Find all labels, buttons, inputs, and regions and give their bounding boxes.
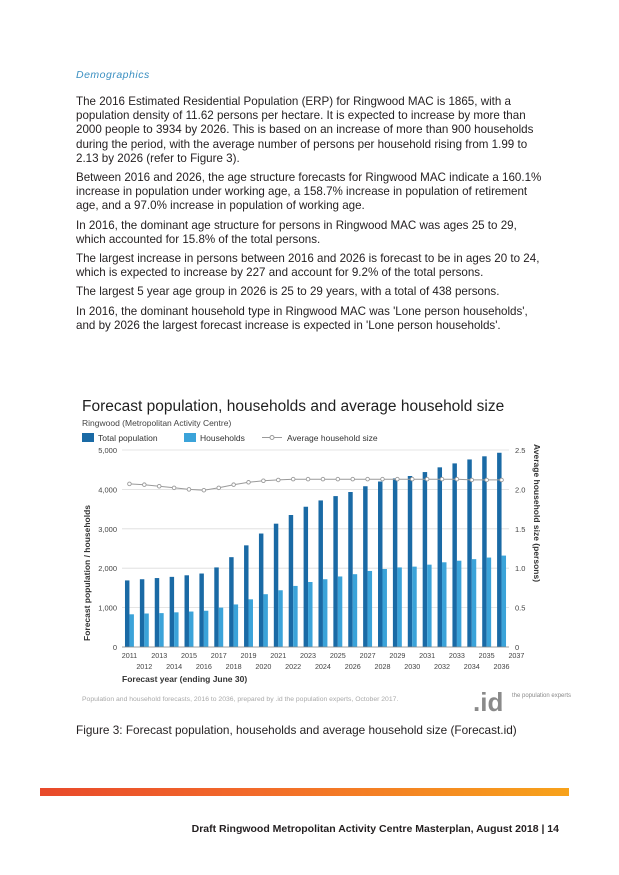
x-tick-label: 2013 [151, 651, 168, 660]
figure-caption: Figure 3: Forecast population, households and average household size (Forecast.id) [76, 723, 517, 737]
y-tick-label: 5,000 [98, 446, 117, 455]
forecast-figure [76, 388, 572, 718]
x-tick-label: 2021 [270, 651, 287, 660]
bar-total-population [289, 515, 293, 647]
y-tick-label: 4,000 [98, 485, 117, 495]
x-tick-label: 2025 [329, 651, 346, 660]
bar-total-population [229, 557, 233, 647]
id-logo-mark: .id [473, 687, 504, 717]
y2-tick-label: 1.0 [515, 564, 526, 574]
bar-households [487, 558, 491, 647]
avg-household-size-point [440, 477, 444, 481]
avg-household-size-point [455, 477, 459, 481]
x-tick-label: 2018 [225, 662, 242, 671]
x-tick-label: 2017 [210, 651, 227, 660]
body-text [76, 95, 548, 338]
avg-household-size-point [202, 488, 206, 492]
x-axis-title: Forecast year (ending June 30) [122, 674, 248, 684]
avg-household-size-point [470, 478, 474, 482]
avg-household-size-point [321, 477, 325, 481]
x-tick-label: 2024 [314, 662, 331, 671]
bar-households [442, 562, 446, 647]
avg-household-size-point [306, 477, 310, 481]
bar-households [323, 579, 327, 647]
avg-household-size-point [381, 477, 385, 481]
x-tick-label: 2011 [121, 651, 138, 660]
chart-title: Forecast population, households and average household size [82, 398, 505, 415]
y2-axis-title: Average household size (persons) [532, 443, 542, 583]
bar-total-population [125, 580, 129, 647]
bar-households [159, 613, 163, 647]
x-tick-label: 2029 [389, 651, 406, 660]
bar-total-population [304, 507, 308, 647]
bar-households [249, 599, 253, 647]
bar-total-population [452, 463, 456, 647]
paragraph: In 2016, the dominant household type in Ringwood MAC was 'Lone person households', and by 2026 the largest forecast increase is expected in 'Lone person households'. [76, 304, 528, 332]
bar-total-population [214, 567, 218, 647]
bar-households [412, 567, 416, 647]
x-tick-label: 2023 [300, 651, 317, 660]
bar-total-population [259, 534, 263, 647]
bar-households [502, 556, 506, 647]
bar-households [382, 569, 386, 647]
avg-household-size-point [500, 478, 504, 482]
y2-tick-label: 0 [515, 643, 520, 652]
bar-total-population [393, 478, 397, 647]
bar-total-population [467, 459, 471, 647]
page-footer: Draft Ringwood Metropolitan Activity Centre Masterplan, August 2018 | 14 [191, 823, 559, 835]
avg-household-size-point [351, 477, 355, 481]
paragraph: In 2016, the dominant age structure for persons in Ringwood MAC was ages 25 to 29, which accounted for 15.8% of the total persons. [76, 218, 517, 246]
avg-household-size-point [291, 477, 295, 481]
legend-avg-marker [270, 436, 274, 440]
x-tick-label: 2036 [493, 662, 510, 671]
paragraph: The largest increase in persons between 2016 and 2026 is forecast to be in ages 20 to 24, which is expected to increase by 227 and account for 9.2% of the total persons. [76, 252, 540, 280]
y2-tick-label: 0.5 [515, 603, 526, 613]
bar-total-population [155, 578, 159, 647]
bar-total-population [482, 456, 486, 647]
bar-households [189, 612, 193, 647]
bar-total-population [318, 500, 322, 647]
legend-households-swatch [184, 433, 196, 442]
avg-household-size-point [262, 479, 266, 483]
avg-household-size-point [143, 483, 147, 487]
x-tick-label: 2012 [136, 662, 153, 671]
x-tick-label: 2022 [285, 662, 302, 671]
bar-households [204, 611, 208, 647]
avg-household-size-point [366, 477, 370, 481]
avg-household-size-point [485, 478, 489, 482]
bar-households [129, 614, 133, 647]
bar-households [308, 582, 312, 647]
y-tick-label: 1,000 [98, 603, 117, 613]
x-tick-label: 2033 [448, 651, 465, 660]
x-tick-label: 2035 [478, 651, 495, 660]
bar-total-population [185, 575, 189, 647]
x-tick-label: 2020 [255, 662, 272, 671]
bar-total-population [408, 476, 412, 647]
bar-households [472, 559, 476, 647]
footer-accent-bar [40, 788, 569, 796]
bar-total-population [333, 496, 337, 647]
y2-tick-label: 2.5 [515, 446, 526, 455]
bar-households [338, 576, 342, 647]
avg-household-size-point [396, 477, 400, 481]
legend-avg-label: Average household size [287, 433, 378, 443]
x-tick-label: 2015 [180, 651, 197, 660]
bar-total-population [170, 577, 174, 647]
bar-households [219, 608, 223, 647]
bar-households [278, 590, 282, 647]
x-tick-label: 2037 [508, 651, 525, 660]
section-heading: Demographics [76, 69, 150, 81]
bar-total-population [274, 524, 278, 647]
bar-total-population [244, 545, 248, 647]
y2-tick-label: 1.5 [515, 524, 526, 534]
x-tick-label: 2014 [166, 662, 183, 671]
y-tick-label: 0 [112, 643, 117, 652]
legend-households-label: Households [200, 433, 245, 443]
bar-households [368, 571, 372, 647]
y-axis-title: Forecast population / households [82, 504, 92, 642]
bar-households [457, 561, 461, 647]
y2-tick-label: 2.0 [515, 485, 526, 495]
avg-household-size-point [128, 482, 132, 486]
forecast-chart [76, 388, 572, 718]
bar-households [234, 604, 238, 647]
avg-household-size-point [172, 486, 176, 490]
x-tick-label: 2026 [344, 662, 361, 671]
x-tick-label: 2030 [404, 662, 421, 671]
avg-household-size-point [247, 481, 251, 485]
bar-households [144, 614, 148, 647]
bar-households [397, 567, 401, 647]
x-tick-label: 2019 [240, 651, 257, 660]
bar-total-population [199, 574, 203, 647]
y-tick-label: 2,000 [98, 564, 117, 574]
bar-total-population [423, 472, 427, 647]
x-tick-label: 2034 [463, 662, 480, 671]
avg-household-size-point [232, 483, 236, 487]
x-tick-label: 2028 [374, 662, 391, 671]
bar-total-population [438, 467, 442, 647]
avg-household-size-point [217, 486, 221, 490]
x-tick-label: 2016 [195, 662, 212, 671]
bar-total-population [363, 486, 367, 647]
avg-household-size-point [425, 477, 429, 481]
avg-household-size-point [187, 488, 191, 492]
y-tick-label: 3,000 [98, 524, 117, 534]
x-tick-label: 2032 [434, 662, 451, 671]
avg-household-size-line [129, 479, 501, 490]
bar-households [174, 612, 178, 647]
bar-households [263, 594, 267, 647]
legend-total-label: Total population [98, 433, 158, 443]
paragraph: Between 2016 and 2026, the age structure forecasts for Ringwood MAC indicate a 160.1% increase in population under working age, a 158.7% increase in population of retirement age, and a 97.0% increase in population of working age. [76, 171, 542, 213]
avg-household-size-point [157, 484, 161, 488]
bar-total-population [348, 492, 352, 647]
paragraph: The largest 5 year age group in 2026 is 25 to 29 years, with a total of 438 persons. [76, 285, 500, 299]
bar-total-population [140, 579, 144, 647]
bar-households [427, 565, 431, 647]
bar-households [293, 586, 297, 647]
chart-subtitle: Ringwood (Metropolitan Activity Centre) [82, 418, 232, 428]
id-logo-tagline: the population experts [512, 693, 572, 699]
avg-household-size-point [336, 477, 340, 481]
bar-households [353, 574, 357, 647]
avg-household-size-point [410, 477, 414, 481]
source-note: Population and household forecasts, 2016 to 2036, prepared by .id the population experts, October 2017. [82, 696, 399, 703]
avg-household-size-point [276, 478, 280, 482]
paragraph: The 2016 Estimated Residential Population (ERP) for Ringwood MAC is 1865, with a population density of 11.62 persons per hectare. It is expected to increase by more than 2000 people to 3934 by 2026. This is based on an increase of more than 900 households during the period, with the average number of persons per household rising from 1.99 to 2.13 by 2026 (refer to Figure 3). [76, 95, 534, 165]
x-tick-label: 2027 [359, 651, 376, 660]
legend-total-swatch [82, 433, 94, 442]
x-tick-label: 2031 [419, 651, 436, 660]
bar-total-population [378, 482, 382, 647]
